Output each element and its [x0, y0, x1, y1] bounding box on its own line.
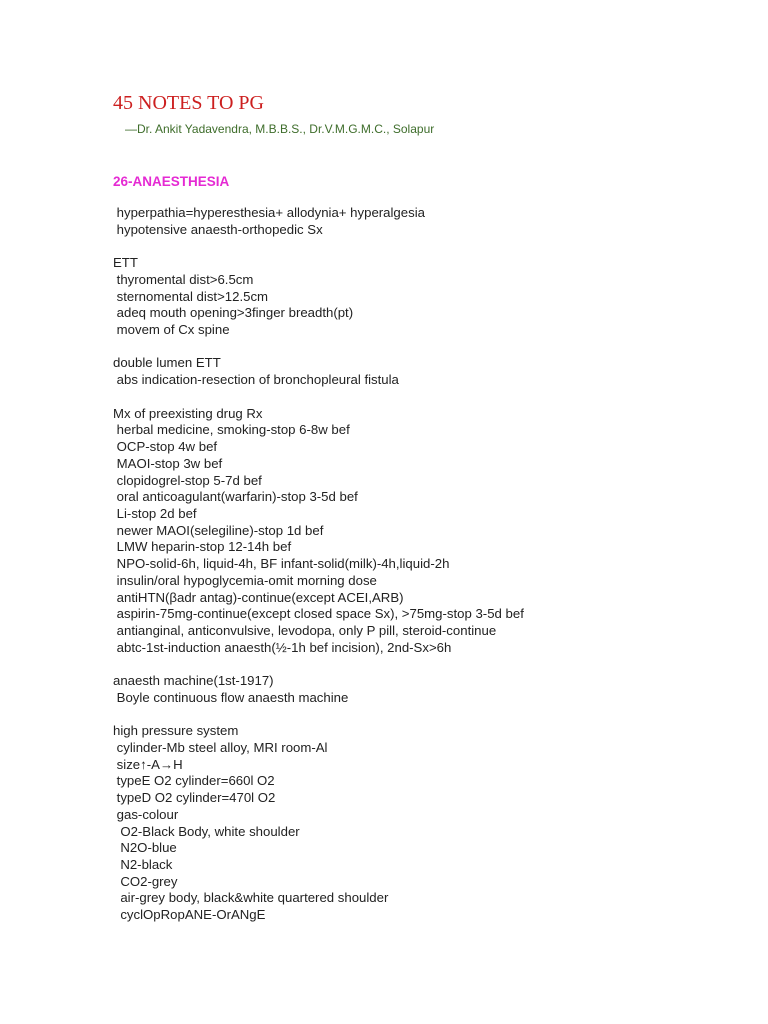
note-line: N2O-blue	[113, 840, 177, 856]
note-line: antianginal, anticonvulsive, levodopa, only P pill, steroid-continue	[113, 622, 497, 638]
note-line: oral anticoagulant(warfarin)-stop 3-5d bef	[113, 489, 358, 505]
note-line: Boyle continuous flow anaesth machine	[113, 689, 349, 705]
note-line: N2-black	[113, 857, 173, 873]
note-line: gas-colour	[113, 806, 179, 822]
note-line: CO2-grey	[113, 873, 178, 889]
note-line: typeD O2 cylinder=470l O2	[113, 790, 276, 806]
note-line: typeE O2 cylinder=660l O2	[113, 773, 275, 789]
note-line: adeq mouth opening>3finger breadth(pt)	[113, 305, 354, 321]
note-line: thyromental dist>6.5cm	[113, 271, 254, 287]
blank-line	[113, 238, 713, 255]
note-line: OCP-stop 4w bef	[113, 439, 218, 455]
note-line: ETT	[113, 255, 138, 271]
note-line: cyclOpRopANE-OrANgE	[113, 907, 266, 923]
note-line: newer MAOI(selegiline)-stop 1d bef	[113, 522, 324, 538]
section-heading: 26-ANAESTHESIA	[113, 174, 230, 189]
note-line: Li-stop 2d bef	[113, 505, 197, 521]
blank-line	[113, 656, 713, 673]
note-line: abtc-1st-induction anaesth(½-1h bef incision), 2nd-Sx>6h	[113, 639, 452, 655]
blank-line	[113, 389, 713, 406]
note-line: MAOI-stop 3w bef	[113, 455, 223, 471]
note-line: high pressure system	[113, 723, 239, 739]
blank-line	[113, 707, 713, 724]
note-line: hyperpathia=hyperesthesia+ allodynia+ hyperalgesia	[113, 205, 425, 220]
note-line: Mx of preexisting drug Rx	[113, 405, 263, 421]
note-line: aspirin-75mg-continue(except closed space Sx), >75mg-stop 3-5d bef	[113, 606, 524, 622]
note-line: herbal medicine, smoking-stop 6-8w bef	[113, 422, 350, 438]
note-line: movem of Cx spine	[113, 322, 230, 338]
note-line: air-grey body, black&white quartered shoulder	[113, 890, 389, 906]
note-line: hypotensive anaesth-orthopedic Sx	[113, 221, 323, 237]
note-line: sternomental dist>12.5cm	[113, 288, 269, 304]
author-line: —Dr. Ankit Yadavendra, M.B.B.S., Dr.V.M.G.M.C., Solapur	[125, 122, 435, 136]
note-line: insulin/oral hypoglycemia-omit morning dose	[113, 572, 377, 588]
note-line: LMW heparin-stop 12-14h bef	[113, 539, 292, 555]
note-line: cylinder-Mb steel alloy, MRI room-Al	[113, 740, 328, 755]
document-title: 45 NOTES TO PG	[113, 92, 264, 114]
note-line: NPO-solid-6h, liquid-4h, BF infant-solid(milk)-4h,liquid-2h	[113, 556, 450, 572]
note-line: size↑-A→H	[113, 756, 183, 772]
note-line: O2-Black Body, white shoulder	[113, 823, 300, 839]
note-line: abs indication-resection of bronchopleural fistula	[113, 372, 399, 388]
note-line: double lumen ETT	[113, 355, 221, 371]
note-line: antiHTN(βadr antag)-continue(except ACEI,ARB)	[113, 589, 404, 605]
blank-line	[113, 339, 713, 356]
note-line: clopidogrel-stop 5-7d bef	[113, 472, 262, 488]
note-line: anaesth machine(1st-1917)	[113, 673, 274, 689]
notes-body	[113, 205, 713, 924]
